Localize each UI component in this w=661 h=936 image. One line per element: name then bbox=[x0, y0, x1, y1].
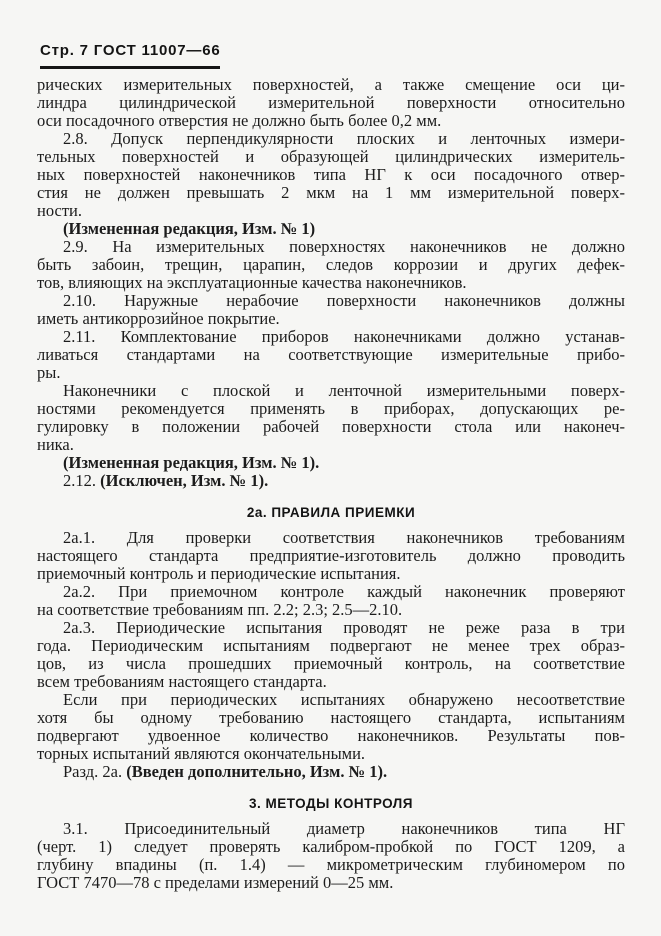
body-text: глубину впадины (п. 1.4) — микрометрическим глубиномером по bbox=[37, 856, 625, 874]
text-line bbox=[37, 529, 625, 547]
text-line bbox=[37, 763, 625, 781]
text-line bbox=[37, 292, 625, 310]
bold-text: (Измененная редакция, Изм. № 1). bbox=[63, 454, 320, 472]
text-line bbox=[37, 346, 625, 364]
body-text: Разд. 2а. bbox=[63, 763, 127, 781]
body-text: 2.12. bbox=[63, 472, 101, 490]
section-heading: 2а. ПРАВИЛА ПРИЕМКИ bbox=[246, 505, 416, 520]
text-line bbox=[37, 220, 625, 238]
text-line bbox=[37, 727, 625, 745]
body-text: ности. bbox=[37, 202, 82, 220]
body-text: 2.10. Наружные нерабочие поверхности наконечников должны bbox=[63, 292, 625, 310]
text-line bbox=[37, 94, 625, 112]
text-line bbox=[37, 76, 625, 94]
text-line bbox=[37, 112, 625, 130]
body-text: 2а.1. Для проверки соответствия наконечников требованиям bbox=[63, 529, 625, 547]
text-line bbox=[37, 655, 625, 673]
body-text: 2.8. Допуск перпендикулярности плоских и ленточных измери- bbox=[63, 130, 625, 148]
bold-text: (Измененная редакция, Изм. № 1) bbox=[63, 220, 316, 238]
text-line bbox=[37, 874, 625, 892]
body-text: тов, влияющих на эксплуатационные качества наконечников. bbox=[37, 274, 467, 292]
body-text: тельных поверхностей и образующей цилиндрических измеритель- bbox=[37, 148, 625, 166]
text-line bbox=[37, 148, 625, 166]
body-text: Если при периодических испытаниях обнаружено несоответствие bbox=[63, 691, 625, 709]
section-heading: 3. МЕТОДЫ КОНТРОЛЯ bbox=[249, 796, 413, 811]
body-text: ника. bbox=[37, 436, 74, 454]
body-text: года. Периодическим испытаниям подвергают не менее трех образ- bbox=[37, 637, 625, 655]
body-text: 3.1. Присоединительный диаметр наконечников типа НГ bbox=[63, 820, 625, 838]
text-line bbox=[37, 382, 625, 400]
body-text: гулировку в положении рабочей поверхности стола или наконеч- bbox=[37, 418, 625, 436]
text-line bbox=[37, 673, 625, 691]
text-line bbox=[37, 856, 625, 874]
body-text: приемочный контроль и периодические испытания. bbox=[37, 565, 401, 583]
header-rule bbox=[40, 66, 220, 69]
body-text: линдра цилиндрической измерительной поверхности относительно bbox=[37, 94, 625, 112]
body-text: цов, из числа прошедших приемочный контроль, на соответствие bbox=[37, 655, 625, 673]
text-line bbox=[37, 130, 625, 148]
body-text: (черт. 1) следует проверять калибром-пробкой по ГОСТ 1209, а bbox=[37, 838, 625, 856]
body-text: настоящего стандарта предприятие-изготовитель должно проводить bbox=[37, 547, 625, 565]
text-line bbox=[37, 619, 625, 637]
text-line bbox=[37, 256, 625, 274]
body-text: торных испытаний являются окончательными. bbox=[37, 745, 366, 763]
text-line bbox=[37, 745, 625, 763]
body-text: ных поверхностей наконечников типа НГ к оси посадочного отвер- bbox=[37, 166, 625, 184]
text-line bbox=[37, 238, 625, 256]
body-text: на соответствие требованиям пп. 2.2; 2.3; 2.5—2.10. bbox=[37, 601, 403, 619]
text-line bbox=[37, 400, 625, 418]
text-line bbox=[37, 838, 625, 856]
body-text: 2а.3. Периодические испытания проводят не реже раза в три bbox=[63, 619, 625, 637]
body-text: стия не должен превышать 2 мкм на 1 мм измерительной поверх- bbox=[37, 184, 625, 202]
text-line bbox=[37, 454, 625, 472]
body-text: иметь антикоррозийное покрытие. bbox=[37, 310, 280, 328]
body-text: хотя бы одному требованию настоящего стандарта, испытаниям bbox=[37, 709, 625, 727]
text-line bbox=[37, 637, 625, 655]
body-text: всем требованиям настоящего стандарта. bbox=[37, 673, 327, 691]
body-text: Наконечники с плоской и ленточной измерительными поверх- bbox=[63, 382, 625, 400]
text-line bbox=[37, 601, 625, 619]
text-line bbox=[37, 328, 625, 346]
body-text: рических измерительных поверхностей, а также смещение оси ци- bbox=[37, 76, 625, 94]
body-text: ГОСТ 7470—78 с пределами измерений 0—25 мм. bbox=[37, 874, 394, 892]
body-text: ливаться стандартами на соответствующие измерительные прибо- bbox=[37, 346, 625, 364]
text-line bbox=[37, 364, 625, 382]
text-line bbox=[37, 565, 625, 583]
document-body bbox=[37, 76, 625, 892]
body-text: 2.9. На измерительных поверхностях наконечников не должно bbox=[63, 238, 625, 256]
text-line bbox=[37, 418, 625, 436]
body-text: ностями рекомендуется применять в приборах, допускающих ре- bbox=[37, 400, 625, 418]
bold-text: (Введен дополнительно, Изм. № 1). bbox=[126, 763, 388, 781]
body-text: 2а.2. При приемочном контроле каждый наконечник проверяют bbox=[63, 583, 625, 601]
text-line bbox=[37, 310, 625, 328]
text-line bbox=[37, 436, 625, 454]
body-text: ры. bbox=[37, 364, 61, 382]
body-text: 2.11. Комплектование приборов наконечниками должно устанав- bbox=[63, 328, 625, 346]
text-line bbox=[37, 709, 625, 727]
body-text: подвергают удвоенное количество наконечников. Результаты пов- bbox=[37, 727, 625, 745]
text-line bbox=[37, 274, 625, 292]
text-line bbox=[37, 691, 625, 709]
text-line bbox=[37, 184, 625, 202]
text-line bbox=[37, 202, 625, 220]
text-line bbox=[37, 583, 625, 601]
bold-text: (Исключен, Изм. № 1). bbox=[100, 472, 269, 490]
text-line bbox=[37, 166, 625, 184]
body-text: быть забоин, трещин, царапин, следов коррозии и других дефек- bbox=[37, 256, 625, 274]
text-line bbox=[37, 547, 625, 565]
text-line bbox=[37, 472, 625, 490]
page-header: Стр. 7 ГОСТ 11007—66 bbox=[40, 42, 221, 59]
body-text: оси посадочного отверстия не должно быть более 0,2 мм. bbox=[37, 112, 442, 130]
text-line bbox=[37, 820, 625, 838]
